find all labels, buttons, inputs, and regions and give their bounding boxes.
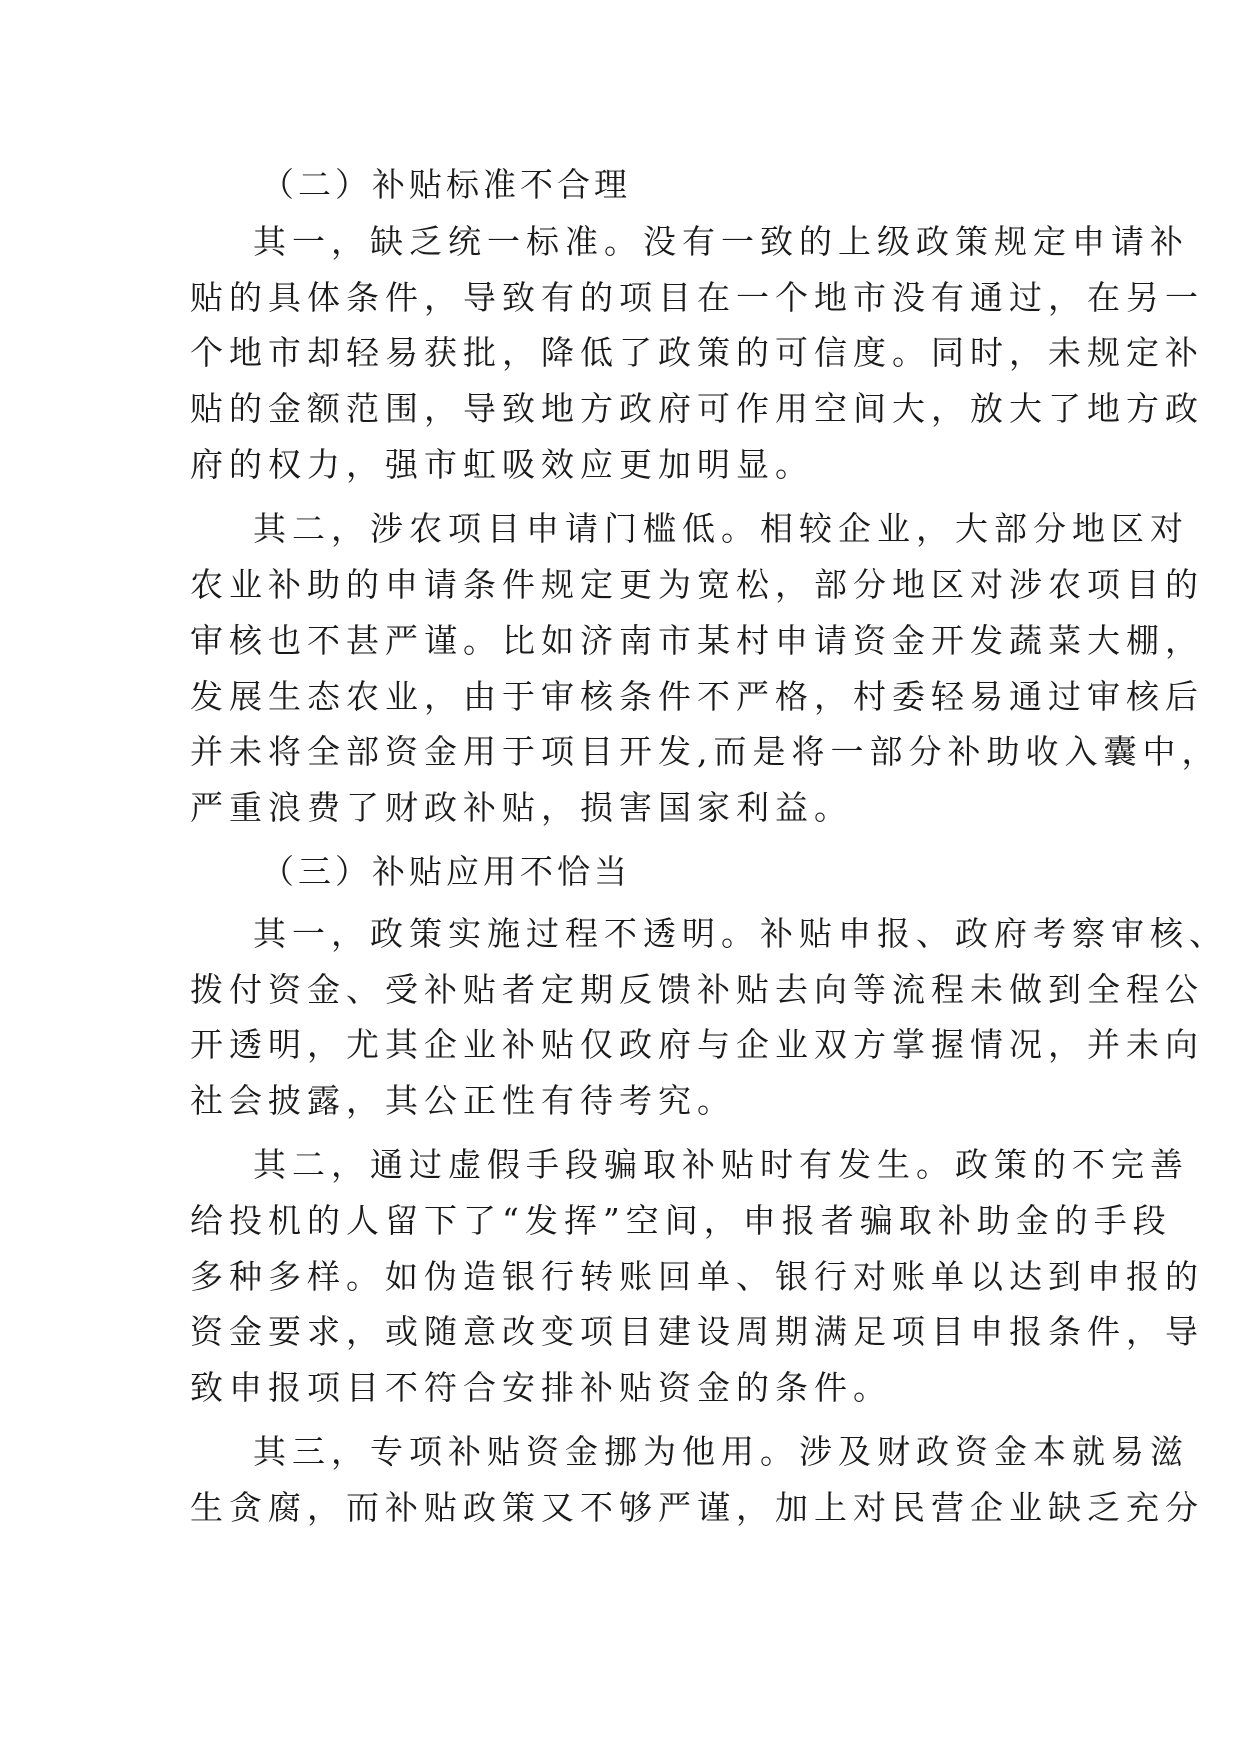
paragraph-line: 审核也不甚严谨。比如济南市某村申请资金开发蔬菜大棚， [190,621,1204,660]
paragraph-line: 并未将全部资金用于项目开发,而是将一部分补助收入囊中， [190,732,1221,771]
paragraph-line: 拨付资金、受补贴者定期反馈补贴去向等流程未做到全程公 [190,970,1204,1009]
paragraph-line: 生贪腐，而补贴政策又不够严谨，加上对民营企业缺乏充分 [190,1488,1204,1527]
paragraph-line: 致申报项目不符合安排补贴资金的条件。 [190,1368,892,1407]
paragraph-line: 多种多样。如伪造银行转账回单、银行对账单以达到申报的 [190,1257,1204,1296]
paragraph-line: 其一，政策实施过程不透明。补贴申报、政府考察审核、 [253,914,1228,953]
paragraph-line: 贴的金额范围，导致地方政府可作用空间大，放大了地方政 [190,389,1204,428]
paragraph-line: 严重浪费了财政补贴，损害国家利益。 [190,788,853,827]
section-heading-2: （二）补贴标准不合理 [261,165,631,204]
paragraph-line: 社会披露，其公正性有待考究。 [190,1081,736,1120]
section-heading-3: （三）补贴应用不恰当 [261,852,631,891]
paragraph-line: 发展生态农业，由于审核条件不严格，村委轻易通过审核后 [190,677,1204,716]
paragraph-line: 给投机的人留下了“发挥”空间，申报者骗取补助金的手段 [190,1201,1172,1240]
paragraph-line: 资金要求，或随意改变项目建设周期满足项目申报条件，导 [190,1312,1204,1351]
paragraph-line: 其二，涉农项目申请门槛低。相较企业，大部分地区对 [253,509,1189,548]
paragraph-line: 贴的具体条件，导致有的项目在一个地市没有通过，在另一 [190,278,1204,317]
paragraph-line: 府的权力，强市虹吸效应更加明显。 [190,445,814,484]
paragraph-line: 开透明，尤其企业补贴仅政府与企业双方掌握情况，并未向 [190,1025,1204,1064]
paragraph-line: 其一，缺乏统一标准。没有一致的上级政策规定申请补 [253,222,1189,261]
paragraph-line: 农业补助的申请条件规定更为宽松，部分地区对涉农项目的 [190,565,1204,604]
paragraph-line: 其三，专项补贴资金挪为他用。涉及财政资金本就易滋 [253,1432,1189,1471]
paragraph-line: 其二，通过虚假手段骗取补贴时有发生。政策的不完善 [253,1145,1189,1184]
paragraph-line: 个地市却轻易获批，降低了政策的可信度。同时，未规定补 [190,333,1204,372]
